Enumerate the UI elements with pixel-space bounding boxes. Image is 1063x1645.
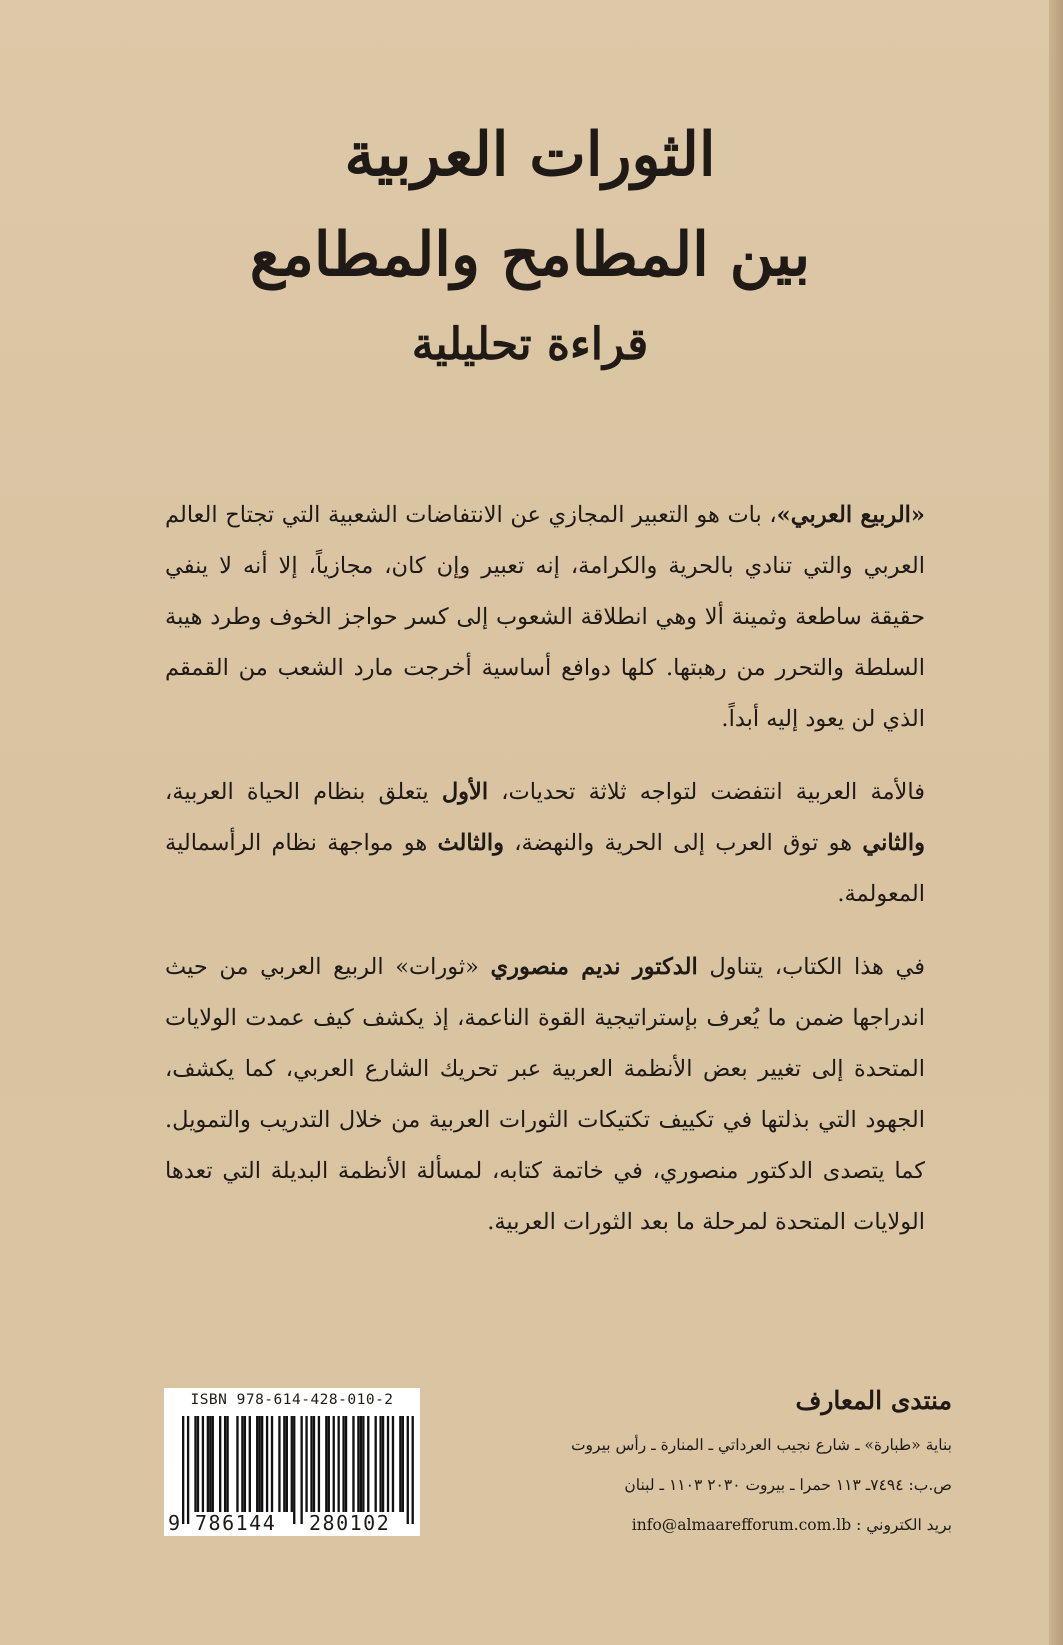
barcode-bar — [318, 1416, 320, 1512]
barcode-bar — [241, 1416, 243, 1512]
publisher-address: بناية «طبارة» ـ شارع نجيب العرداتي ـ المنارة ـ رأس بيروت — [570, 1436, 952, 1454]
book-title-line-2: بين المطامح والمطامع — [249, 220, 811, 290]
barcode-bar — [187, 1416, 189, 1524]
publisher-email: info@almaarefforum.com.lb — [631, 1516, 852, 1534]
barcode-bar — [209, 1416, 211, 1512]
barcode-bar — [261, 1416, 263, 1512]
publisher-po-box: ص.ب: ٧٤٩٤ـ ١١٣ حمرا ـ بيروت ٢٠٣٠ ١١٠٣ ـ لبنان — [624, 1476, 952, 1494]
barcode-bar — [379, 1416, 381, 1512]
barcode-bar — [313, 1416, 315, 1512]
blurb-p2-b: يتعلق بنظام الحياة العربية، — [165, 779, 442, 805]
book-subtitle: قراءة تحليلية — [411, 319, 649, 370]
barcode-icon — [182, 1416, 414, 1524]
barcode-bar — [305, 1416, 307, 1512]
barcode-bar — [402, 1416, 404, 1512]
barcode-bar — [212, 1416, 214, 1512]
barcode-bar — [412, 1416, 414, 1524]
barcode-bar — [197, 1416, 199, 1512]
blurb-paragraph-2 — [165, 767, 925, 920]
barcode-bar — [333, 1416, 335, 1512]
blurb-p2-a: فالأمة العربية انتفضت لتواجه ثلاثة تحديات، — [488, 779, 926, 805]
publisher-info — [480, 1377, 952, 1545]
publisher-name: منتدى المعارف — [795, 1386, 952, 1415]
barcode-bar — [360, 1416, 362, 1512]
publisher-email-line — [480, 1505, 952, 1545]
barcode-bar — [249, 1416, 251, 1512]
barcode-bar — [202, 1416, 204, 1512]
blurb-p1-text: ، بات هو التعبير المجازي عن الانتفاضات الشعبية التي تجتاح العالم العربي والتي تنادي بالحرية والكرامة، إنه تعبير وإن كان، مجازياً، إلا أنه لا ينفي حقيقة ساطعة وثمينة ألا وهي انطلاقة الشعوب إلى كسر حواجز الخوف وطرد هيبة السلطة والتحرر من رهبتها. كلها دوافع أساسية أخرجت مارد الشعب من القمقم الذي لن يعود إليه أبداً. — [165, 502, 925, 732]
barcode-bar — [236, 1416, 238, 1512]
book-title-line-1: الثورات العربية — [344, 120, 716, 190]
isbn-barcode — [164, 1388, 420, 1536]
barcode-bar — [226, 1416, 228, 1512]
barcode-bar — [271, 1416, 273, 1512]
ean-digits-right: 280102 — [306, 1512, 393, 1534]
barcode-bar — [357, 1416, 359, 1512]
barcode-bar — [345, 1416, 347, 1512]
blurb-p2-c: هو توق العرب إلى الحرية والنهضة، — [504, 830, 863, 856]
blurb-paragraph-1 — [165, 490, 925, 745]
blurb-term-arab-spring: «الربيع العربي» — [776, 502, 925, 528]
barcode-bar — [310, 1416, 312, 1512]
barcode-bar — [382, 1416, 384, 1512]
barcode-bar — [244, 1416, 246, 1512]
barcode-bar — [367, 1416, 369, 1512]
barcode-bar — [375, 1416, 377, 1512]
barcode-bar — [256, 1416, 258, 1512]
barcode-bar — [407, 1416, 409, 1524]
barcode-bar — [182, 1416, 184, 1524]
blurb-p3-a: في هذا الكتاب، يتناول — [697, 954, 926, 980]
ean-digits — [166, 1512, 418, 1534]
barcode-bar — [224, 1416, 226, 1512]
barcode-bar — [362, 1416, 364, 1512]
barcode-bar — [194, 1416, 196, 1512]
barcode-bar — [399, 1416, 401, 1512]
cover-edge — [1049, 0, 1063, 1645]
publisher-email-label: بريد الكتروني : — [856, 1516, 952, 1534]
blurb-p2-first: الأول — [441, 779, 489, 805]
blurb-author-name: الدكتور نديم منصوري — [490, 954, 698, 980]
barcode-bar — [293, 1416, 295, 1524]
barcode-bar — [300, 1416, 302, 1524]
barcode-bar — [328, 1416, 330, 1512]
barcode-bar — [259, 1416, 261, 1512]
blurb-p2-third: والثالث — [437, 830, 505, 856]
blurb-p2-d: هو مواجهة نظام الرأسمالية المعولمة. — [165, 830, 925, 907]
barcode-bar — [352, 1416, 354, 1512]
blurb — [165, 490, 925, 1270]
barcode-bar — [337, 1416, 339, 1512]
ean-digit-first: 9 — [168, 1511, 181, 1535]
barcode-bar — [278, 1416, 280, 1512]
barcode-bar — [283, 1416, 285, 1512]
blurb-paragraph-3 — [165, 942, 925, 1248]
barcode-bar — [207, 1416, 209, 1512]
barcode-bar — [286, 1416, 288, 1512]
barcode-bar — [291, 1416, 293, 1512]
barcode-bar — [266, 1416, 268, 1512]
barcode-bar — [219, 1416, 221, 1512]
isbn-label: ISBN 978-614-428-010-2 — [190, 1392, 394, 1408]
barcode-bar — [392, 1416, 394, 1512]
barcode-bar — [342, 1416, 344, 1512]
barcode-bar — [325, 1416, 327, 1512]
blurb-p2-second: والثاني — [862, 830, 925, 856]
blurb-p3-b: «ثورات» الربيع العربي من حيث اندراجها ضمن ما يُعرف بإستراتيجية القوة الناعمة، إذ يكشف كيف عمدت الولايات المتحدة إلى تغيير بعض الأنظمة العربية عبر تحريك الشارع العربي، كما يكشف، الجهود التي بذلتها في تكييف تكتيكات الثورات العربية من خلال التدريب والتمويل. كما يتصدى الدكتور منصوري، في خاتمة كتابه، لمسألة الأنظمة البديلة التي تعدها الولايات المتحدة لمرحلة ما بعد الثورات العربية. — [165, 954, 925, 1235]
ean-digits-left: 786144 — [192, 1512, 279, 1534]
title-block — [150, 105, 910, 385]
barcode-bar — [387, 1416, 389, 1512]
